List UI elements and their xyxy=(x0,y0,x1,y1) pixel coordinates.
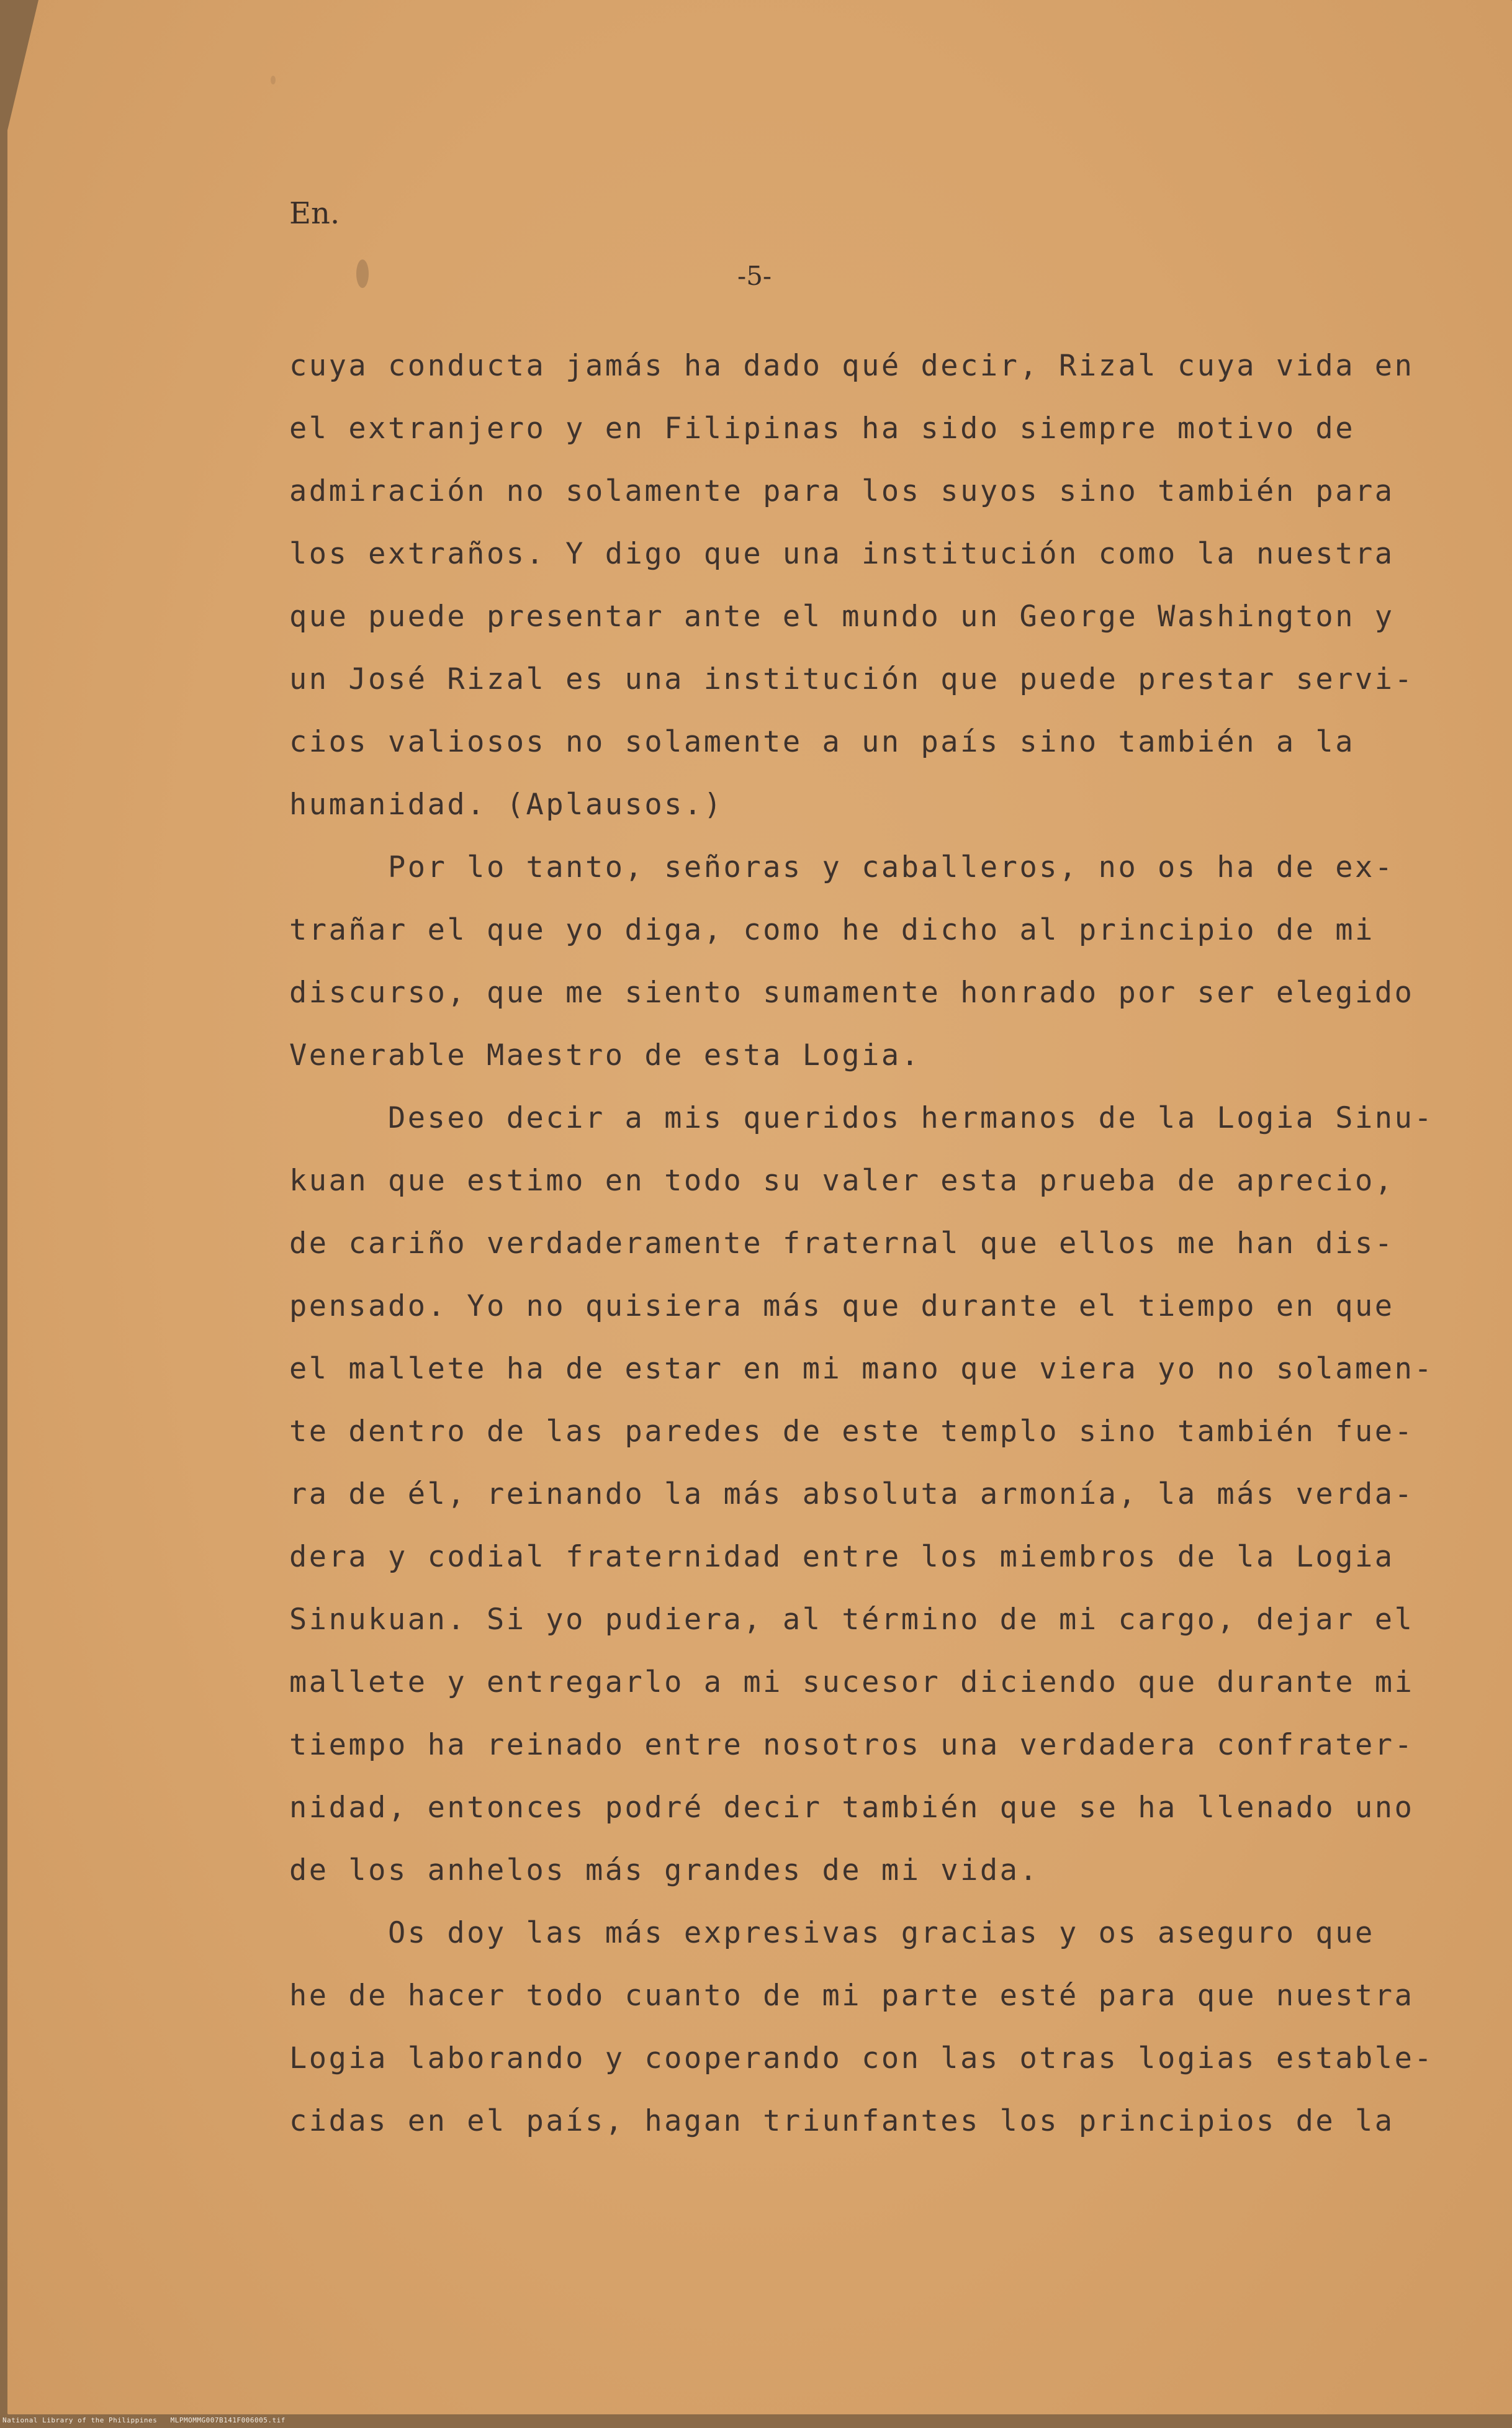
text-line: Deseo decir a mis queridos hermanos de la Logia Sinu- xyxy=(289,1101,1434,1135)
text-line: nidad, entonces podré decir también que se ha llenado uno xyxy=(289,1791,1415,1825)
text-line: cidas en el país, hagan triunfantes los principios de la xyxy=(289,2104,1395,2138)
text-line: Os doy las más expresivas gracias y os aseguro que xyxy=(289,1916,1375,1950)
paper-spot xyxy=(271,76,276,84)
text-line: humanidad. (Aplausos.) xyxy=(289,788,724,822)
ink-blot xyxy=(356,259,369,288)
text-line: kuan que estimo en todo su valer esta prueba de aprecio, xyxy=(289,1164,1395,1198)
text-line: los extraños. Y digo que una institución como la nuestra xyxy=(289,537,1395,571)
text-line: que puede presentar ante el mundo un George Washington y xyxy=(289,600,1395,634)
text-line: un José Rizal es una institución que puede prestar servi- xyxy=(289,662,1415,696)
text-line: de los anhelos más grandes de mi vida. xyxy=(289,1853,1040,1887)
torn-corner xyxy=(7,0,38,130)
text-line: tiempo ha reinado entre nosotros una verdadera confrater- xyxy=(289,1728,1415,1762)
text-line: admiración no solamente para los suyos sino también para xyxy=(289,474,1395,508)
text-line: pensado. Yo no quisiera más que durante el tiempo en que xyxy=(289,1289,1395,1323)
text-line: dera y codial fraternidad entre los miembros de la Logia xyxy=(289,1540,1395,1574)
typed-text-body xyxy=(289,348,1434,2185)
text-line: Logia laborando y cooperando con las otras logias estable- xyxy=(289,2041,1434,2075)
text-line: trañar el que yo diga, como he dicho al principio de mi xyxy=(289,913,1375,947)
text-line: ra de él, reinando la más absoluta armonía, la más verda- xyxy=(289,1477,1415,1511)
text-line: Venerable Maestro de esta Logia. xyxy=(289,1038,921,1072)
text-line: cuya conducta jamás ha dado qué decir, Rizal cuya vida en xyxy=(289,349,1415,383)
text-line: Sinukuan. Si yo pudiera, al término de mi cargo, dejar el xyxy=(289,1603,1415,1637)
page-number: -5- xyxy=(737,261,772,291)
archive-footer: National Library of the Philippines MLPMOMMG007B141F006005.tif xyxy=(2,2416,286,2424)
text-line: de cariño verdaderamente fraternal que ellos me han dis- xyxy=(289,1226,1395,1261)
text-line: mallete y entregarlo a mi sucesor diciendo que durante mi xyxy=(289,1665,1415,1699)
text-line: el extranjero y en Filipinas ha sido siempre motivo de xyxy=(289,411,1356,446)
text-line: el mallete ha de estar en mi mano que viera yo no solamen- xyxy=(289,1352,1434,1386)
text-line: Por lo tanto, señoras y caballeros, no os ha de ex- xyxy=(289,850,1395,884)
text-line: te dentro de las paredes de este templo sino también fue- xyxy=(289,1414,1415,1449)
text-line: discurso, que me siento sumamente honrado por ser elegido xyxy=(289,976,1415,1010)
text-line: cios valiosos no solamente a un país sino también a la xyxy=(289,725,1356,759)
document-header: En. xyxy=(289,196,340,231)
text-line: he de hacer todo cuanto de mi parte esté para que nuestra xyxy=(289,1979,1415,2013)
